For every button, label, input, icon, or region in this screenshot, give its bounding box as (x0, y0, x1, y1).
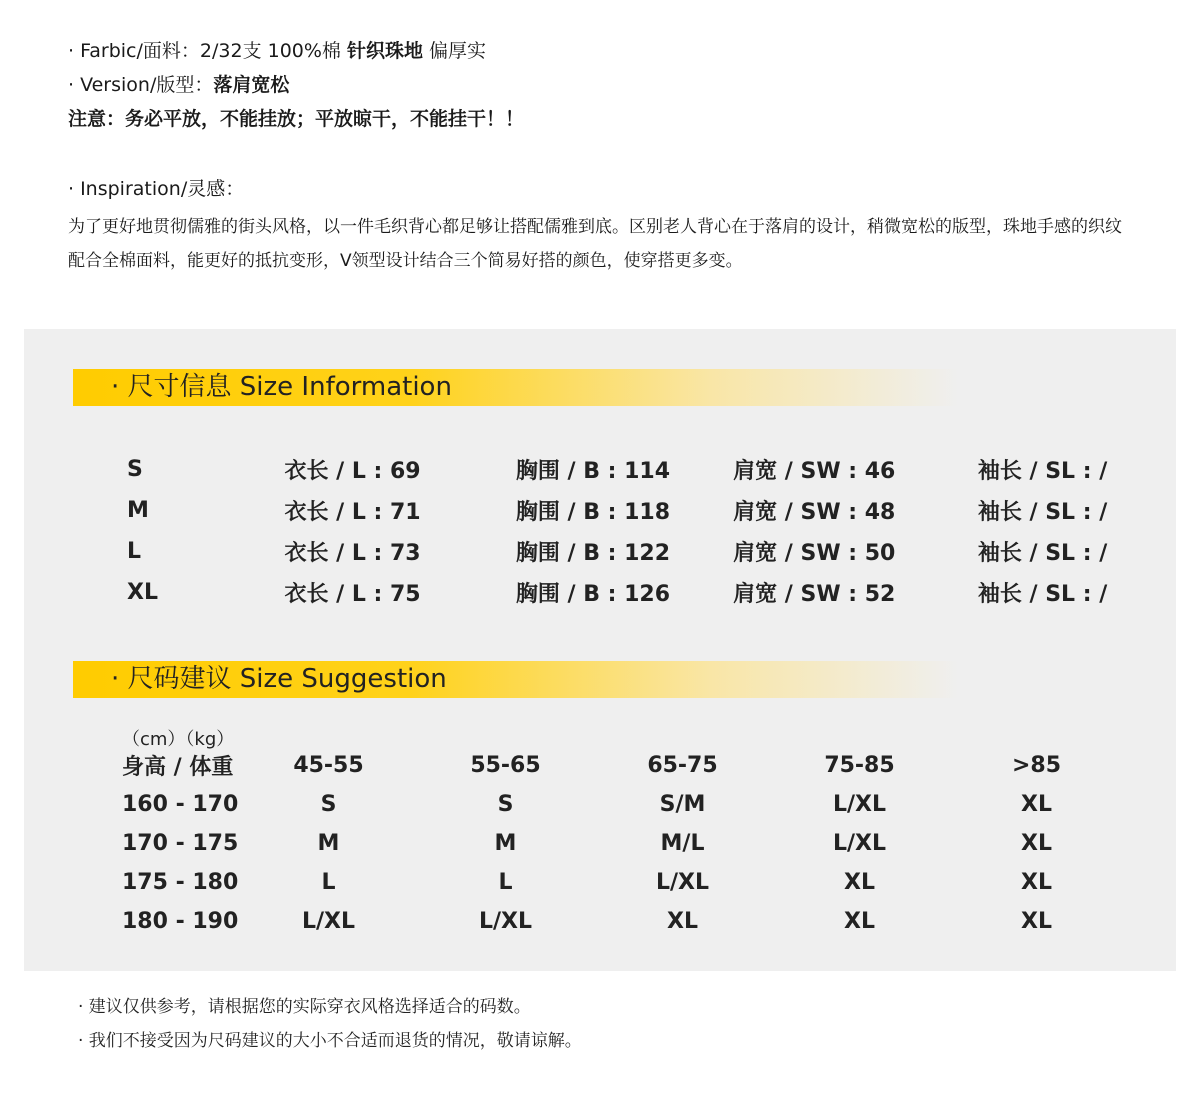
suggestion-size: S (497, 792, 514, 817)
size-info-title: · 尺寸信息 Size Information (111, 372, 452, 402)
size-panel (24, 329, 1176, 971)
suggestion-size: XL (667, 909, 698, 934)
size-info-size: M (127, 498, 149, 523)
size-info-size: XL (127, 580, 158, 605)
suggestion-size: XL (1021, 792, 1052, 817)
suggestion-row (122, 824, 1125, 863)
suggestion-size: L/XL (655, 870, 710, 895)
suggestion-size: L/XL (301, 909, 356, 934)
fabric-label: · Farbic/面料： (68, 40, 200, 62)
suggestion-size: S/M (659, 792, 706, 817)
size-info-row (97, 449, 1176, 490)
size-info-chest: 胸围 / B : 114 (515, 459, 671, 484)
suggestion-size: XL (1021, 831, 1052, 856)
inspiration-text: 为了更好地贯彻儒雅的街头风格，以一件毛织背心都足够让搭配儒雅到底。区别老人背心在于落肩的设计，稍微宽松的版型，珠地手感的织纹配合全棉面料，能更好的抵抗变形，V领型设计结合三个简易好搭的颜色，使穿搭更多变。 (68, 217, 1122, 271)
size-info-length: 衣长 / L : 73 (284, 541, 421, 566)
suggestion-size: XL (844, 870, 875, 895)
suggestion-size: XL (844, 909, 875, 934)
suggestion-row (122, 785, 1125, 824)
size-info-sleeve: 袖长 / SL : / (977, 582, 1108, 607)
suggestion-height: 160 - 170 (122, 792, 239, 817)
size-suggestion-title: · 尺码建议 Size Suggestion (111, 664, 447, 694)
suggestion-size: L/XL (478, 909, 533, 934)
suggestion-size: L (498, 870, 513, 895)
size-info-shoulder: 肩宽 / SW : 52 (733, 582, 896, 607)
size-info-length: 衣长 / L : 69 (284, 459, 421, 484)
size-info-chest: 胸围 / B : 126 (515, 582, 671, 607)
size-info-size: S (127, 457, 143, 482)
suggestion-row (122, 863, 1125, 902)
version-bold: 落肩宽松 (213, 74, 290, 96)
size-info-row (97, 572, 1176, 613)
suggestion-height: 身高 / 体重 (122, 755, 234, 780)
fabric-bold: 针织珠地 (346, 40, 423, 62)
fabric-value: 2/32支 100%棉 (199, 40, 347, 62)
size-info-shoulder: 肩宽 / SW : 46 (733, 459, 896, 484)
size-info-sleeve: 袖长 / SL : / (977, 541, 1108, 566)
size-info-row (97, 490, 1176, 531)
note-1: · 建议仅供参考，请根据您的实际穿衣风格选择适合的码数。 (78, 997, 531, 1017)
suggestion-size: 75-85 (824, 753, 895, 778)
size-info-shoulder: 肩宽 / SW : 50 (733, 541, 896, 566)
suggestion-size: L (321, 870, 336, 895)
size-info-shoulder: 肩宽 / SW : 48 (733, 500, 896, 525)
suggestion-size: M/L (660, 831, 705, 856)
size-info-row (97, 531, 1176, 572)
size-info-length: 衣长 / L : 71 (284, 500, 421, 525)
size-info-sleeve: 袖长 / SL : / (977, 459, 1108, 484)
size-info-sleeve: 袖长 / SL : / (977, 500, 1108, 525)
notes (78, 990, 582, 1058)
suggestion-header-row (122, 746, 1125, 785)
suggestion-size: XL (1021, 870, 1052, 895)
care-warning: 注意：务必平放，不能挂放；平放晾干，不能挂干！！ (68, 108, 525, 130)
size-suggestion-table (122, 746, 1125, 941)
suggestion-size: 45-55 (293, 753, 364, 778)
fabric-tail: 偏厚实 (423, 40, 487, 62)
suggestion-size: 55-65 (470, 753, 541, 778)
inspiration-label: · Inspiration/灵感： (68, 178, 245, 200)
suggestion-size: XL (1021, 909, 1052, 934)
suggestion-size: M (317, 831, 340, 856)
note-2: · 我们不接受因为尺码建议的大小不合适而退货的情况，敬请谅解。 (78, 1031, 582, 1051)
suggestion-size: S (320, 792, 337, 817)
suggestion-height: 170 - 175 (122, 831, 239, 856)
size-info-length: 衣长 / L : 75 (284, 582, 421, 607)
suggestion-size: L/XL (832, 831, 887, 856)
suggestion-height: 175 - 180 (122, 870, 239, 895)
suggestion-size: L/XL (832, 792, 887, 817)
size-info-size: L (127, 539, 142, 564)
suggestion-size: >85 (1011, 753, 1062, 778)
suggestion-size: M (494, 831, 517, 856)
size-info-banner (73, 369, 958, 406)
version-label: · Version/版型： (68, 74, 214, 96)
product-intro (68, 34, 1138, 278)
suggestion-row (122, 902, 1125, 941)
version-line (68, 68, 1138, 102)
fabric-line (68, 34, 1138, 68)
suggestion-height: 180 - 190 (122, 909, 239, 934)
size-info-table (97, 449, 1176, 613)
size-info-chest: 胸围 / B : 122 (515, 541, 671, 566)
size-info-chest: 胸围 / B : 118 (515, 500, 671, 525)
size-suggestion-banner (73, 661, 958, 698)
units-label: （cm）（kg） (122, 729, 235, 750)
suggestion-size: 65-75 (647, 753, 718, 778)
